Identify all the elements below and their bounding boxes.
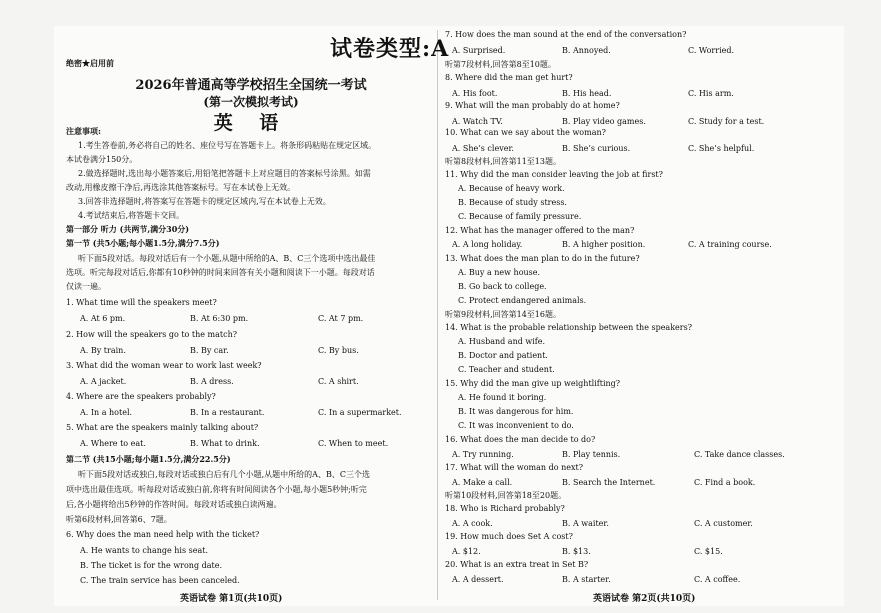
option-c: C. Take dance classes. (694, 450, 785, 459)
material-10: 听第10段材料,回答第18至20题。 (445, 491, 567, 500)
option-b: B. The ticket is for the wrong date. (80, 561, 223, 570)
option-c: C. His arm. (688, 89, 734, 98)
section1-text: 听下面5段对话。每段对话后有一个小题,从题中所给的A、B、C三个选项中选出最佳 (78, 254, 376, 263)
option-c: C. In a supermarket. (318, 408, 402, 417)
question-5: 5. What are the speakers mainly talking about? (66, 423, 259, 432)
column-divider (437, 30, 438, 600)
option-c: C. She’s helpful. (688, 144, 755, 153)
option-a: A. His foot. (452, 89, 498, 98)
option-b: B. A waiter. (562, 519, 609, 528)
option-b: B. His head. (562, 89, 612, 98)
question-9: 9. What will the man probably do at home? (445, 101, 620, 110)
notes-heading: 注意事项: (66, 126, 101, 136)
question-1: 1. What time will the speakers meet? (66, 298, 217, 307)
option-b: B. Annoyed. (562, 46, 611, 55)
question-13: 13. What does the man plan to do in the future? (445, 254, 640, 263)
option-a: A. Surprised. (452, 46, 506, 55)
option-c: C. $15. (694, 547, 723, 556)
page-footer-left: 英语试卷 第1页(共10页) (180, 594, 283, 604)
option-b: B. Doctor and patient. (458, 351, 548, 360)
option-b: B. Play tennis. (562, 450, 621, 459)
material-6: 听第6段材料,回答第6、7题。 (66, 515, 172, 524)
option-c: C. By bus. (318, 346, 359, 355)
option-a: A. Watch TV. (452, 117, 503, 126)
option-c: C. A shirt. (318, 377, 359, 386)
option-c: C. When to meet. (318, 439, 389, 448)
note-line: 2.做选择题时,选出每小题答案后,用铅笔把答题卡上对应题目的答案标号涂黑。如需 (78, 169, 371, 178)
option-c: C. It was inconvenient to do. (458, 421, 574, 430)
question-10: 10. What can we say about the woman? (445, 128, 606, 137)
question-16: 16. What does the man decide to do? (445, 435, 596, 444)
part1-heading: 第一部分 听力 (共两节,满分30分) (66, 224, 190, 234)
question-6: 6. Why does the man need help with the ticket? (66, 530, 260, 539)
option-a: A. In a hotel. (80, 408, 133, 417)
question-19: 19. How much does Set A cost? (445, 532, 573, 541)
note-line: 3.回答非选择题时,将答案写在答题卡的规定区域内,写在本试卷上无效。 (78, 197, 331, 206)
option-b: B. Go back to college. (458, 282, 547, 291)
option-c: C. Because of family pressure. (458, 212, 582, 221)
option-a: A. He wants to change his seat. (80, 546, 209, 555)
option-a: A. Make a call. (452, 478, 513, 487)
option-a: A. Try running. (452, 450, 514, 459)
option-a: A. He found it boring. (458, 393, 547, 402)
question-12: 12. What has the manager offered to the man? (445, 226, 635, 235)
section2-text: 后,各小题将给出5秒钟的作答时间。每段对话或独白读两遍。 (66, 500, 282, 509)
option-c: C. A customer. (694, 519, 753, 528)
question-17: 17. What will the woman do next? (445, 463, 583, 472)
material-7: 听第7段材料,回答第8至10题。 (445, 60, 556, 69)
option-a: A. A cook. (452, 519, 493, 528)
option-b: B. It was dangerous for him. (458, 407, 574, 416)
option-b: B. She’s curious. (562, 144, 631, 153)
subject-title: 英 语 (213, 112, 289, 134)
option-b: B. At 6:30 pm. (190, 314, 249, 323)
exam-subtitle: (第一次模拟考试) (203, 95, 299, 109)
question-2: 2. How will the speakers go to the match? (66, 330, 238, 339)
option-c: C. Worried. (688, 46, 735, 55)
option-a: A. A jacket. (80, 377, 127, 386)
option-b: B. A starter. (562, 575, 611, 584)
option-b: B. By car. (190, 346, 229, 355)
option-b: B. In a restaurant. (190, 408, 265, 417)
section2-heading: 第二节 (共15小题;每小题1.5分,满分22.5分) (66, 454, 231, 464)
material-8: 听第8段材料,回答第11至13题。 (445, 157, 561, 166)
question-3: 3. What did the woman wear to work last week? (66, 361, 262, 370)
option-a: A. Because of heavy work. (458, 184, 565, 193)
note-line: 1.考生答卷前,务必将自己的姓名、座位号写在答题卡上。将条形码粘贴在规定区域。 (78, 141, 377, 150)
question-4: 4. Where are the speakers probably? (66, 392, 216, 401)
option-a: A. A long holiday. (452, 240, 523, 249)
option-c: C. Find a book. (694, 478, 756, 487)
option-c: C. At 7 pm. (318, 314, 364, 323)
question-7: 7. How does the man sound at the end of the conversation? (445, 30, 687, 39)
option-c: C. Teacher and student. (458, 365, 555, 374)
exam-title: 2026年普通高等学校招生全国统一考试 (135, 78, 367, 93)
option-a: A. She’s clever. (452, 144, 514, 153)
option-c: C. The train service has been canceled. (80, 576, 240, 585)
option-c: C. Study for a test. (688, 117, 765, 126)
option-a: A. At 6 pm. (80, 314, 126, 323)
option-b: B. A dress. (190, 377, 234, 386)
option-a: A. By train. (80, 346, 126, 355)
note-line: 本试卷满分150分。 (66, 155, 138, 164)
option-b: B. Play video games. (562, 117, 646, 126)
option-b: B. Because of study stress. (458, 198, 567, 207)
option-a: A. Buy a new house. (458, 268, 541, 277)
section1-text: 仅读一遍。 (66, 282, 106, 291)
option-b: B. Search the Internet. (562, 478, 656, 487)
option-b: B. What to drink. (190, 439, 260, 448)
option-c: C. A training course. (688, 240, 772, 249)
section1-heading: 第一节 (共5小题;每小题1.5分,满分7.5分) (66, 238, 220, 248)
material-9: 听第9段材料,回答第14至16题。 (445, 310, 561, 319)
section2-text: 听下面5段对话或独白,每段对话或独白后有几个小题,从题中所给的A、B、C三个选 (78, 470, 370, 479)
option-a: A. A dessert. (452, 575, 504, 584)
note-line: 改动,用橡皮擦干净后,再选涂其他答案标号。写在本试卷上无效。 (66, 183, 296, 192)
option-a: A. $12. (452, 547, 481, 556)
option-b: B. $13. (562, 547, 591, 556)
question-8: 8. Where did the man get hurt? (445, 73, 573, 82)
section1-text: 选项。听完每段对话后,你都有10秒钟的时间来回答有关小题和阅读下一小题。每段对话 (66, 268, 375, 277)
question-14: 14. What is the probable relationship between the speakers? (445, 323, 692, 332)
secret-mark: 绝密★启用前 (66, 58, 114, 68)
question-18: 18. Who is Richard probably? (445, 504, 565, 513)
paper-type: 试卷类型:A (330, 36, 450, 62)
question-11: 11. Why did the man consider leaving the job at first? (445, 170, 663, 179)
option-c: C. Protect endangered animals. (458, 296, 587, 305)
note-line: 4.考试结束后,将答题卡交回。 (78, 211, 185, 220)
option-c: C. A coffee. (694, 575, 741, 584)
section2-text: 项中选出最佳选项。听每段对话或独白前,你将有时间阅读各个小题,每小题5秒钟;听完 (66, 485, 367, 494)
question-15: 15. Why did the man give up weightlifting? (445, 379, 621, 388)
option-a: A. Where to eat. (80, 439, 146, 448)
page-footer-right: 英语试卷 第2页(共10页) (593, 594, 696, 604)
question-20: 20. What is an extra treat in Set B? (445, 560, 589, 569)
option-b: B. A higher position. (562, 240, 646, 249)
option-a: A. Husband and wife. (458, 337, 546, 346)
